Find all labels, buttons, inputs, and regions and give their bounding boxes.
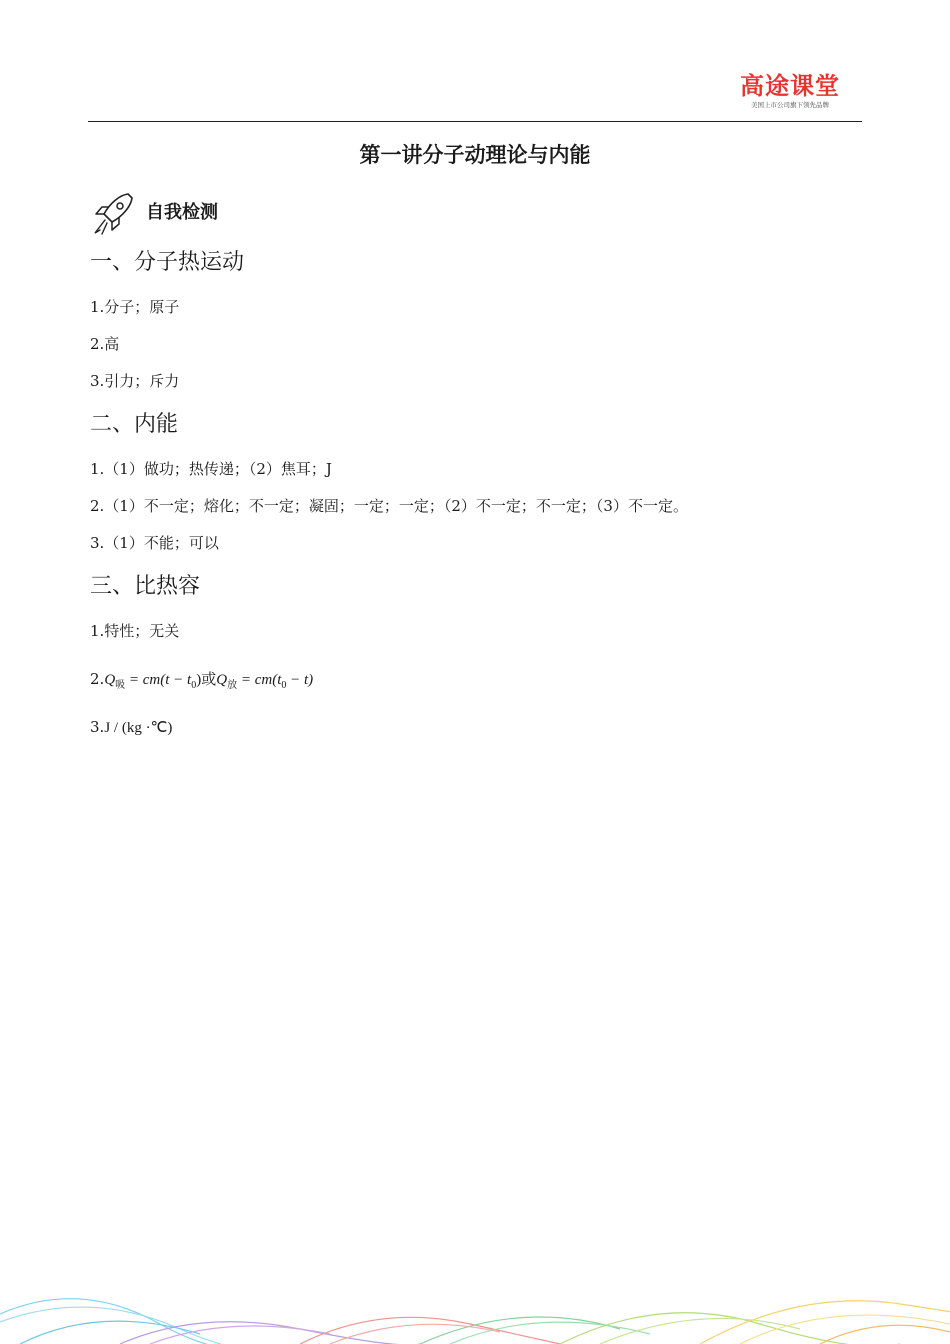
unit-line bbox=[90, 716, 172, 739]
rocket-icon bbox=[90, 190, 136, 238]
heat-absorbed-formula: $Q_吸 = cm(t - t_0)$ bbox=[104, 672, 202, 691]
answer-line: 1.（1）做功；热传递；（2）焦耳；J bbox=[90, 460, 332, 478]
page-title: 第一讲分子动理论与内能 bbox=[359, 143, 591, 167]
answer-line: 2.高 bbox=[90, 335, 120, 353]
brand-logo bbox=[736, 72, 844, 110]
logo-name: 高途课堂 bbox=[740, 72, 840, 100]
logo-tagline: 美国上市公司旗下领先品牌 bbox=[751, 101, 829, 109]
item-number: 2. bbox=[90, 670, 105, 688]
section-heading-specific-heat: 三、比热容 bbox=[90, 574, 201, 599]
answer-line: 3.（1）不能；可以 bbox=[90, 534, 219, 552]
formula-line bbox=[90, 668, 313, 697]
item-number: 3. bbox=[90, 718, 105, 736]
decorative-footer-swirls bbox=[0, 1284, 950, 1344]
answer-line: 3.引力；斥力 bbox=[90, 372, 180, 390]
heat-released-formula: $Q_放 = cm(t_0 - t)$ bbox=[216, 672, 314, 691]
section-heading-internal-energy: 二、内能 bbox=[90, 412, 179, 437]
answer-line: 1.特性；无关 bbox=[90, 622, 180, 640]
answer-line: 1.分子；原子 bbox=[90, 298, 180, 316]
specific-heat-unit: J / (kg ·℃) bbox=[104, 720, 173, 736]
answer-line: 2.（1）不一定；熔化；不一定；凝固；一定；一定；（2）不一定；不一定；（3）不一定。 bbox=[90, 497, 688, 515]
self-check-label: 自我检测 bbox=[146, 202, 218, 223]
header-divider bbox=[88, 121, 862, 122]
or-word: 或 bbox=[201, 670, 217, 688]
section-heading-molecular-motion: 一、分子热运动 bbox=[90, 250, 245, 275]
